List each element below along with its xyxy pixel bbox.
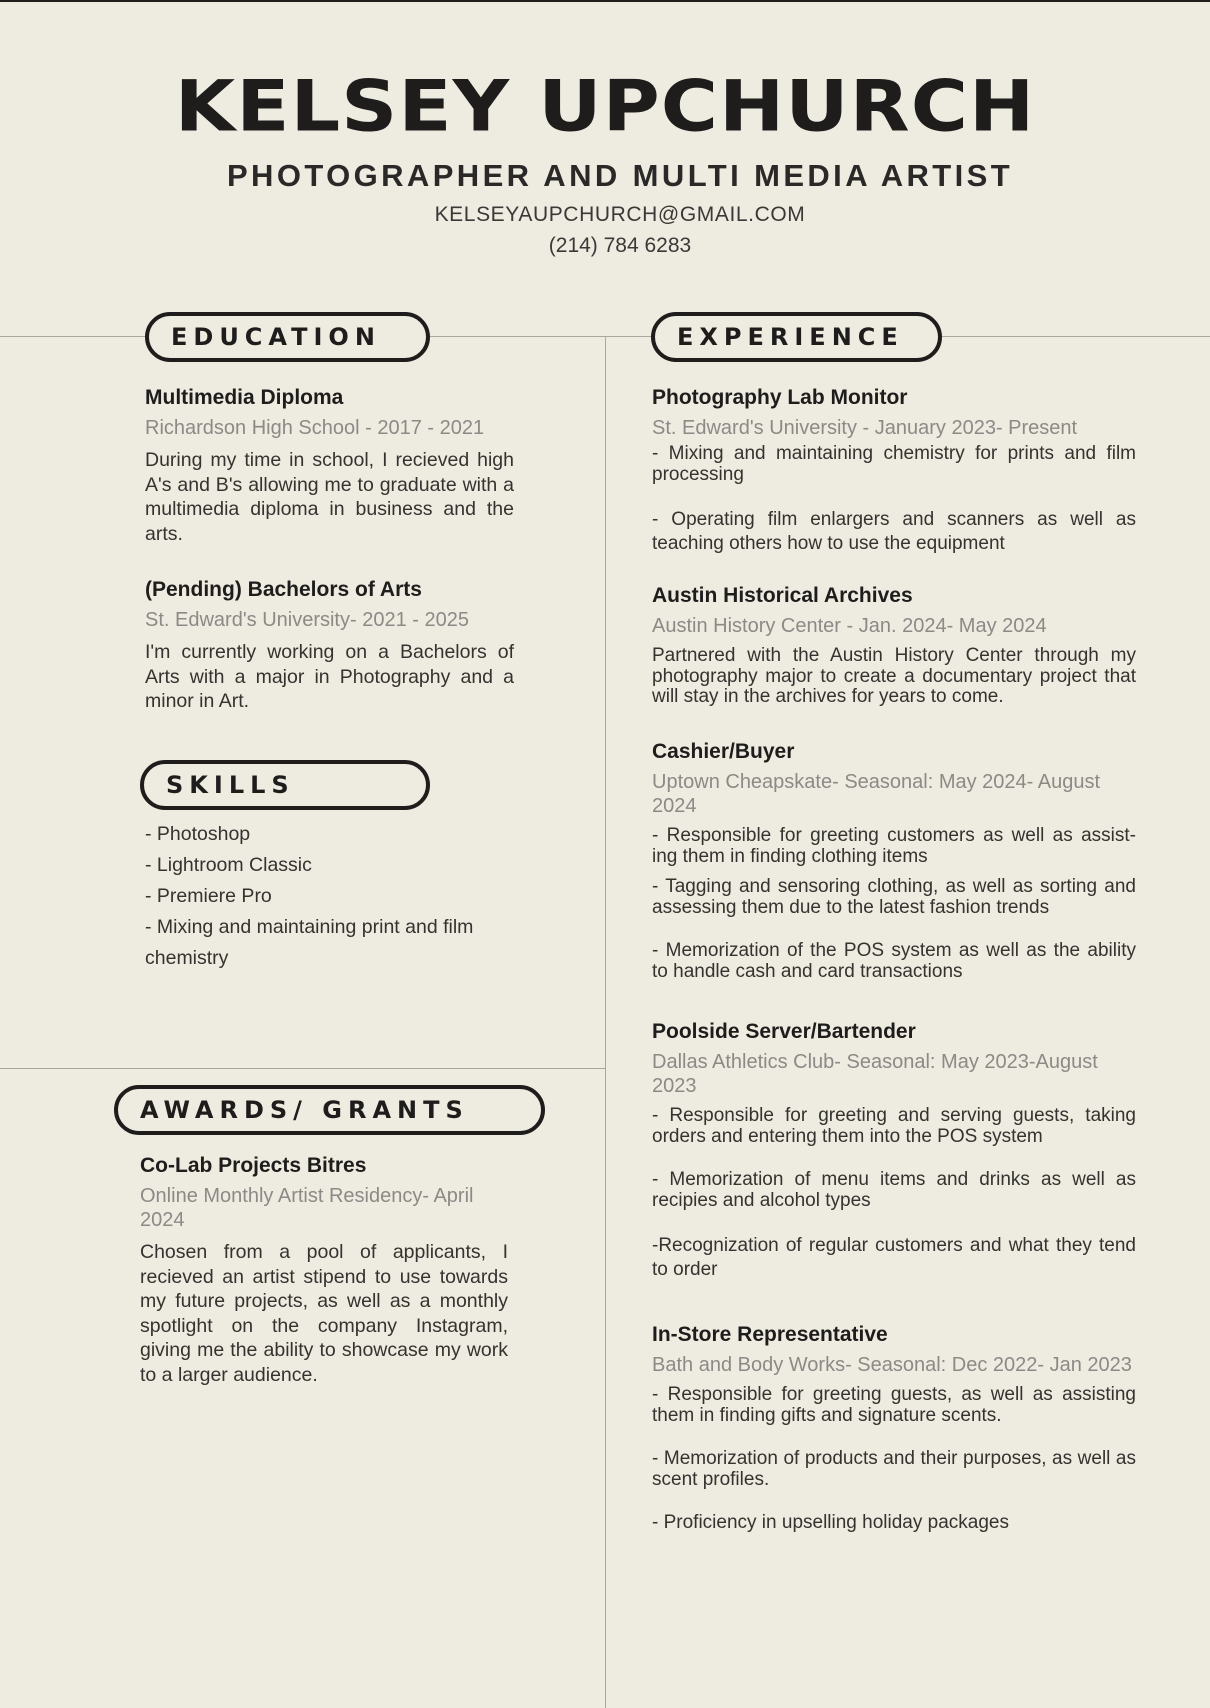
job-bullet: Partnered with the Austin History Center through my photography major to create a documentary project that will stay in the archives for years to come. [652,645,1136,707]
education-description: During my time in school, I recieved high A's and B's allowing me to graduate with a multimedia diploma in business and the arts. [145,449,514,545]
job-org: Austin History Center - Jan. 2024- May 2024 [652,615,1047,637]
job-bullet: - Operating film enlargers and scanners as well as teaching others how to use the equipment [652,509,1136,554]
job-org: Dallas Athletics Club- Seasonal: May 2023-August 2023 [652,1051,1098,1097]
job-role: Cashier/Buyer [652,740,795,763]
skills-list [145,819,505,974]
education-degree: (Pending) Bachelors of Arts [145,578,422,601]
job-role: Austin Historical Archives [652,584,913,607]
award-description: Chosen from a pool of applicants, I recieved an artist stipend to use towards my future projects, as well as a monthly spotlight on the company Instagram, giving me the ability to showcase my work to a larger audience. [140,1241,508,1386]
job-bullet: - Proficiency in upselling holiday packages [652,1512,1009,1533]
experience-heading: EXPERIENCE [651,312,942,362]
skill-item: - Mixing and maintaining print and film chemistry [145,916,474,969]
resume-name: KELSEY UPCHURCH [174,66,1036,148]
education-school: St. Edward's University- 2021 - 2025 [145,609,469,631]
job-org: Uptown Cheapskate- Seasonal: May 2024- August 2024 [652,771,1101,817]
job-bullet: - Memorization of the POS system as well as the ability to handle cash and card transactions [652,940,1136,982]
award-org: Online Monthly Artist Residency- April 2024 [140,1185,474,1231]
job-org: Bath and Body Works- Seasonal: Dec 2022- Jan 2023 [652,1354,1132,1376]
job-entry [652,738,1136,982]
skill-item: - Photoshop [145,823,251,845]
email-address: KELSEYAUPCHURCH@GMAIL.COM [434,203,806,226]
education-item [145,384,514,546]
job-entry [652,1321,1136,1534]
education-heading: EDUCATION [145,312,430,362]
job-role: Photography Lab Monitor [652,386,908,409]
job-title: PHOTOGRAPHER AND MULTI MEDIA ARTIST [226,158,1014,193]
skills-heading: SKILLS [140,760,430,810]
phone-number: (214) 784 6283 [548,234,692,257]
job-org: St. Edward's University - January 2023- Present [652,417,1078,439]
education-school: Richardson High School - 2017 - 2021 [145,417,485,439]
job-entry [652,384,1136,556]
job-bullet: - Tagging and sensoring clothing, as well as sorting and assessing them due to the latest fashion trends [652,876,1136,918]
job-bullet: -Recognization of regular customers and what they tend to order [652,1235,1136,1280]
job-bullet: - Responsible for greeting guests, as well as assisting them in finding gifts and signature scents. [652,1384,1136,1426]
skill-item: - Premiere Pro [145,885,272,907]
award-title: Co-Lab Projects Bitres [140,1154,367,1177]
column-divider [605,336,606,1708]
awards-heading: AWARDS/ GRANTS [114,1085,545,1135]
education-item [145,576,514,714]
education-description: I'm currently working on a Bachelors of Arts with a major in Photography and a minor in Art. [145,641,514,712]
job-entry [652,1018,1136,1282]
top-border [0,0,1210,2]
job-bullet: - Responsible for greeting and serving guests, taking orders and entering them into the POS system [652,1105,1136,1147]
job-bullet: - Memorization of products and their purposes, as well as scent profiles. [652,1448,1136,1490]
job-role: In-Store Representative [652,1323,888,1346]
job-bullet: - Mixing and maintaining chemistry for prints and film processing [652,443,1136,485]
education-degree: Multimedia Diploma [145,386,344,409]
skill-item: - Lightroom Classic [145,854,312,876]
job-role: Poolside Server/Bartender [652,1020,916,1043]
job-bullet: - Memorization of menu items and drinks as well as recipies and alcohol types [652,1169,1136,1211]
award-item [140,1152,508,1387]
job-entry [652,582,1136,708]
job-bullet: - Responsible for greeting customers as well as assist-ing them in finding clothing items [652,825,1136,867]
left-section-divider [0,1068,605,1069]
